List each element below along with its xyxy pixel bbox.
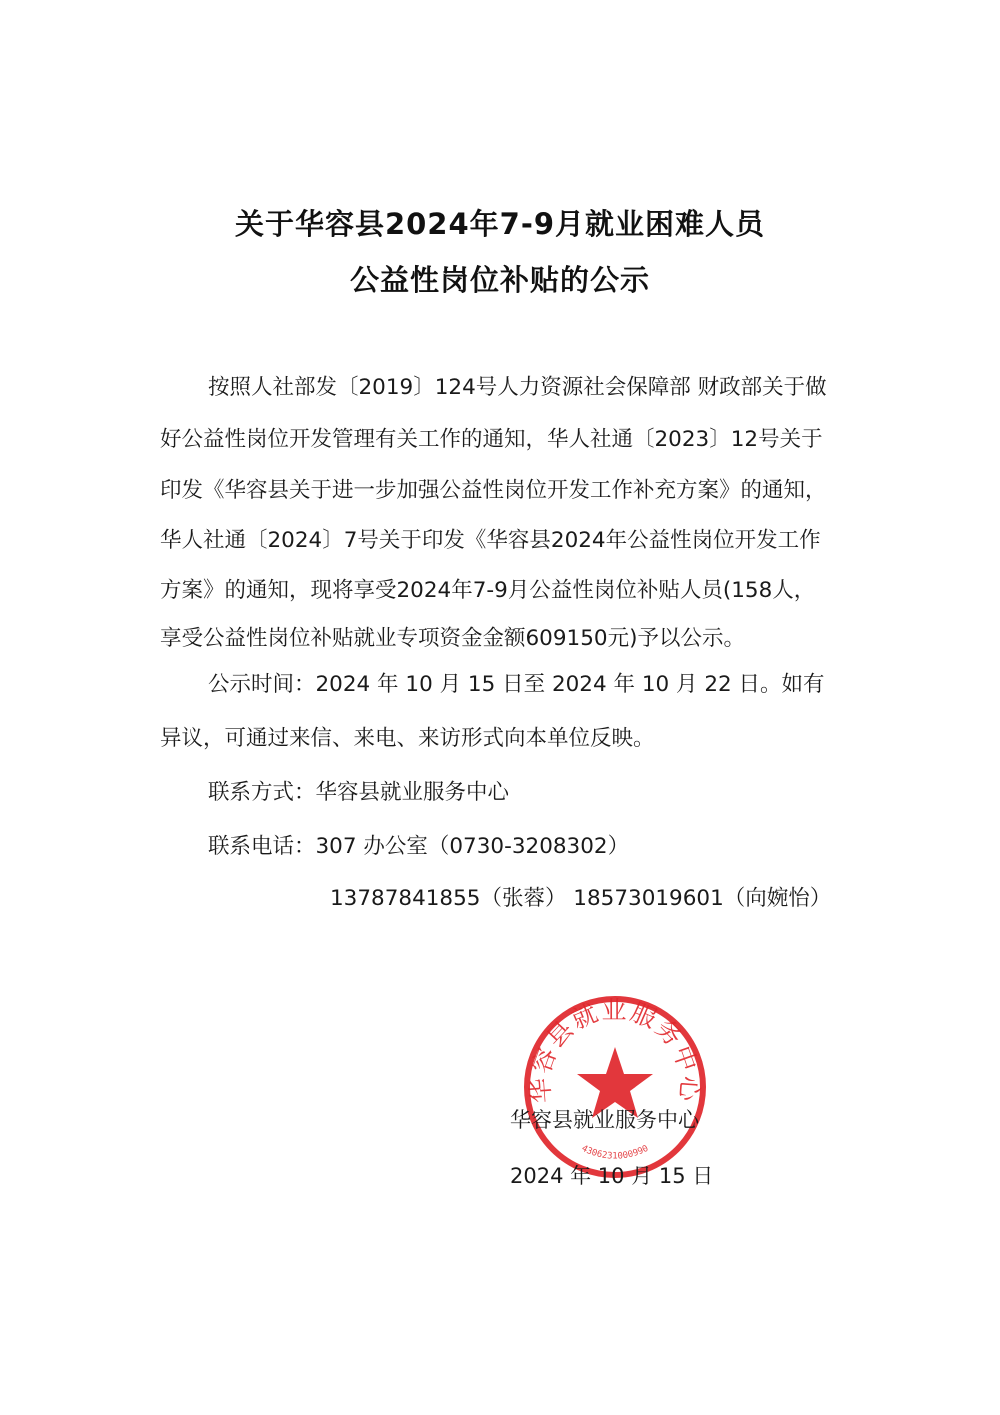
paragraph-1-line-4: 华人社通〔2024〕7号关于印发《华容县2024年公益性岗位开发工作 <box>160 528 821 553</box>
paragraph-2-line-1: 公示时间：2024 年 10 月 15 日至 2024 年 10 月 22 日。如有 <box>208 672 825 697</box>
paragraph-1-line-6: 享受公益性岗位补贴就业专项资金金额609150元)予以公示。 <box>160 626 745 651</box>
paragraph-1-line-1: 按照人社部发〔2019〕124号人力资源社会保障部 财政部关于做 <box>208 375 827 400</box>
svg-text:4306231000990 <box>580 1144 650 1162</box>
seal-code: 4306231000990 <box>579 1143 651 1162</box>
signature-organization: 华容县就业服务中心 <box>510 1108 699 1132</box>
contact-method: 联系方式：华容县就业服务中心 <box>208 780 510 805</box>
paragraph-1-line-3: 印发《华容县关于进一步加强公益性岗位开发工作补充方案》的通知， <box>160 478 827 503</box>
document-title-line-1: 关于华容县2024年7-9月就业困难人员 <box>234 207 766 241</box>
official-seal-icon <box>520 992 710 1182</box>
paragraph-1-line-2: 好公益性岗位开发管理有关工作的通知，华人社通〔2023〕12号关于 <box>160 427 823 452</box>
contact-mobiles: 13787841855（张蓉） 18573019601（向婉怡） <box>330 886 832 911</box>
paragraph-2-line-2: 异议，可通过来信、来电、来访形式向本单位反映。 <box>160 726 655 751</box>
seal-text: 华容县就业服务中心 <box>525 995 705 1105</box>
contact-phone: 联系电话：307 办公室（0730-3208302） <box>208 834 630 859</box>
document-title-line-2: 公益性岗位补贴的公示 <box>349 263 650 297</box>
signature-date: 2024 年 10 月 15 日 <box>510 1164 714 1188</box>
paragraph-1-line-5: 方案》的通知，现将享受2024年7-9月公益性岗位补贴人员(158人， <box>160 578 816 603</box>
